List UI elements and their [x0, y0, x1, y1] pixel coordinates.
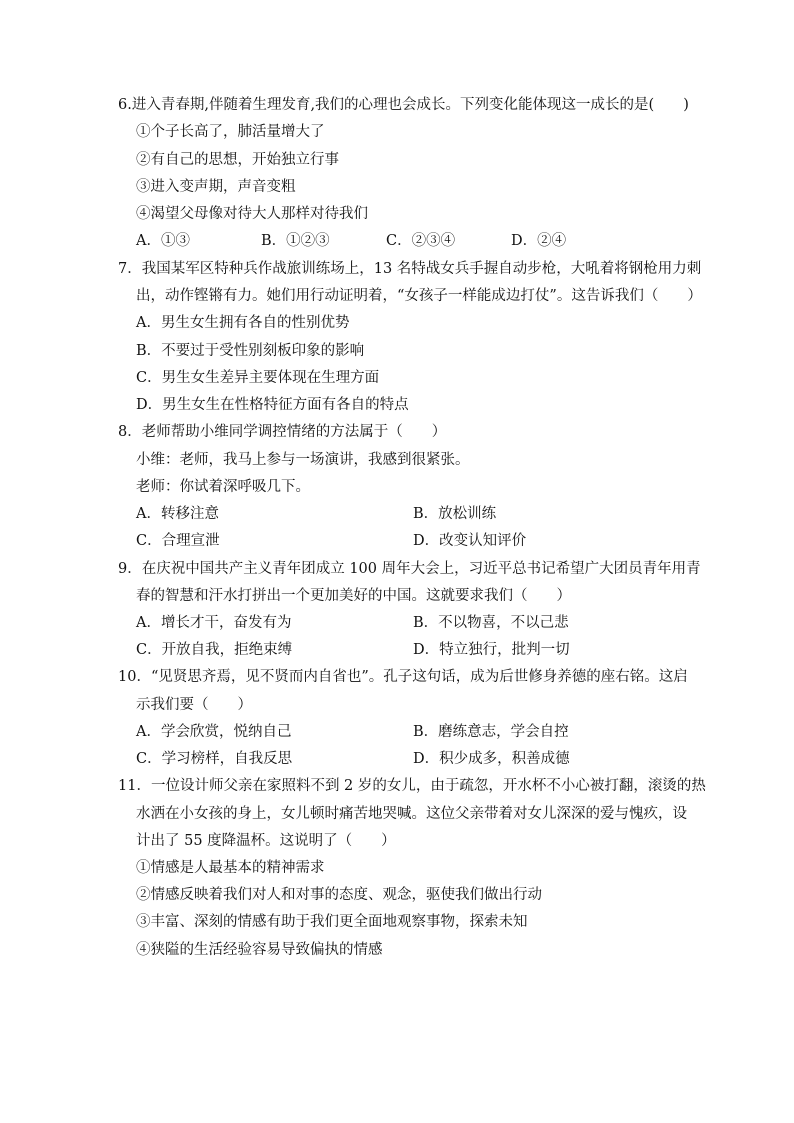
- question-6-option-c: C．②③④: [386, 233, 456, 249]
- question-6-item-1: ①个子长高了，肺活量增大了: [136, 124, 325, 140]
- question-7-stem-line-2: 出，动作铿锵有力。她们用行动证明着，“女孩子一样能成边打仗”。这告诉我们（ ）: [136, 288, 702, 304]
- question-8-option-a: A．转移注意: [136, 506, 219, 522]
- question-8-stem: 8．老师帮助小维同学调控情绪的方法属于（ ）: [118, 424, 447, 440]
- question-10-stem-line-2: 示我们要（ ）: [136, 697, 252, 713]
- question-6-item-4: ④渴望父母像对待大人那样对待我们: [136, 206, 368, 222]
- question-9-option-b: B．不以物喜，不以己悲: [413, 615, 569, 631]
- question-9-option-a: A．增长才干，奋发有为: [136, 615, 292, 631]
- question-8-option-b: B．放松训练: [413, 506, 497, 522]
- question-8-dialogue-teacher: 老师：你试着深呼吸几下。: [136, 479, 310, 495]
- question-6-stem: 6.进入青春期,伴随着生理发育,我们的心理也会成长。下列变化能体现这一成长的是( ): [118, 97, 689, 113]
- question-11-stem-line-2: 水洒在小女孩的身上，女儿顿时痛苦地哭喊。这位父亲带着对女儿深深的爱与愧疚，设: [136, 806, 687, 822]
- question-9-stem-line-2: 春的智慧和汗水打拼出一个更加美好的中国。这就要求我们（ ）: [136, 588, 571, 604]
- question-9-option-c: C．开放自我，拒绝束缚: [136, 642, 293, 658]
- question-9-option-d: D．特立独行，批判一切: [413, 642, 570, 658]
- question-9-stem-line-1: 9．在庆祝中国共产主义青年团成立 100 周年大会上，习近平总书记希望广大团员青年用青: [118, 561, 701, 577]
- question-7-option-b: B．不要过于受性别刻板印象的影响: [136, 343, 365, 359]
- question-6-option-b: B．①②③: [261, 233, 330, 249]
- question-7-option-c: C．男生女生差异主要体现在生理方面: [136, 370, 380, 386]
- question-7-option-a: A．男生女生拥有各自的性别优势: [136, 315, 350, 331]
- question-11-item-1: ①情感是人最基本的精神需求: [136, 860, 325, 876]
- question-10-stem-line-1: 10．“见贤思齐焉，见不贤而内自省也”。孔子这句话，成为后世修身养德的座右铭。这启: [118, 669, 688, 685]
- question-8-option-d: D．改变认知评价: [413, 533, 527, 549]
- question-6-item-2: ②有自己的思想，开始独立行事: [136, 152, 339, 168]
- question-11-item-4: ④狭隘的生活经验容易导致偏执的情感: [136, 942, 383, 958]
- question-6-option-a: A．①③: [136, 233, 190, 249]
- question-6-option-d: D．②④: [511, 233, 567, 249]
- question-10-option-c: C．学习榜样，自我反思: [136, 751, 293, 767]
- question-11-stem-line-1: 11．一位设计师父亲在家照料不到 2 岁的女儿，由于疏忽，开水杯不小心被打翻，滚烫的热: [118, 778, 706, 794]
- question-8-dialogue-student: 小维：老师，我马上参与一场演讲，我感到很紧张。: [136, 452, 470, 468]
- question-11-item-3: ③丰富、深刻的情感有助于我们更全面地观察事物，探索未知: [136, 914, 528, 930]
- question-10-option-d: D．积少成多，积善成德: [413, 751, 570, 767]
- question-11-item-2: ②情感反映着我们对人和对事的态度、观念，驱使我们做出行动: [136, 887, 542, 903]
- question-6-options: [136, 232, 636, 250]
- question-7-stem-line-1: 7．我国某军区特种兵作战旅训练场上，13 名特战女兵手握自动步枪，大吼着将钢枪用力刺: [118, 261, 702, 277]
- question-7-option-d: D．男生女生在性格特征方面有各自的特点: [136, 397, 409, 413]
- question-6-item-3: ③进入变声期，声音变粗: [136, 179, 296, 195]
- question-10-option-a: A．学会欣赏，悦纳自己: [136, 724, 292, 740]
- question-11-stem-line-3: 计出了 55 度降温杯。这说明了（ ）: [136, 833, 396, 849]
- question-10-option-b: B．磨练意志，学会自控: [413, 724, 569, 740]
- question-8-option-c: C．合理宣泄: [136, 533, 220, 549]
